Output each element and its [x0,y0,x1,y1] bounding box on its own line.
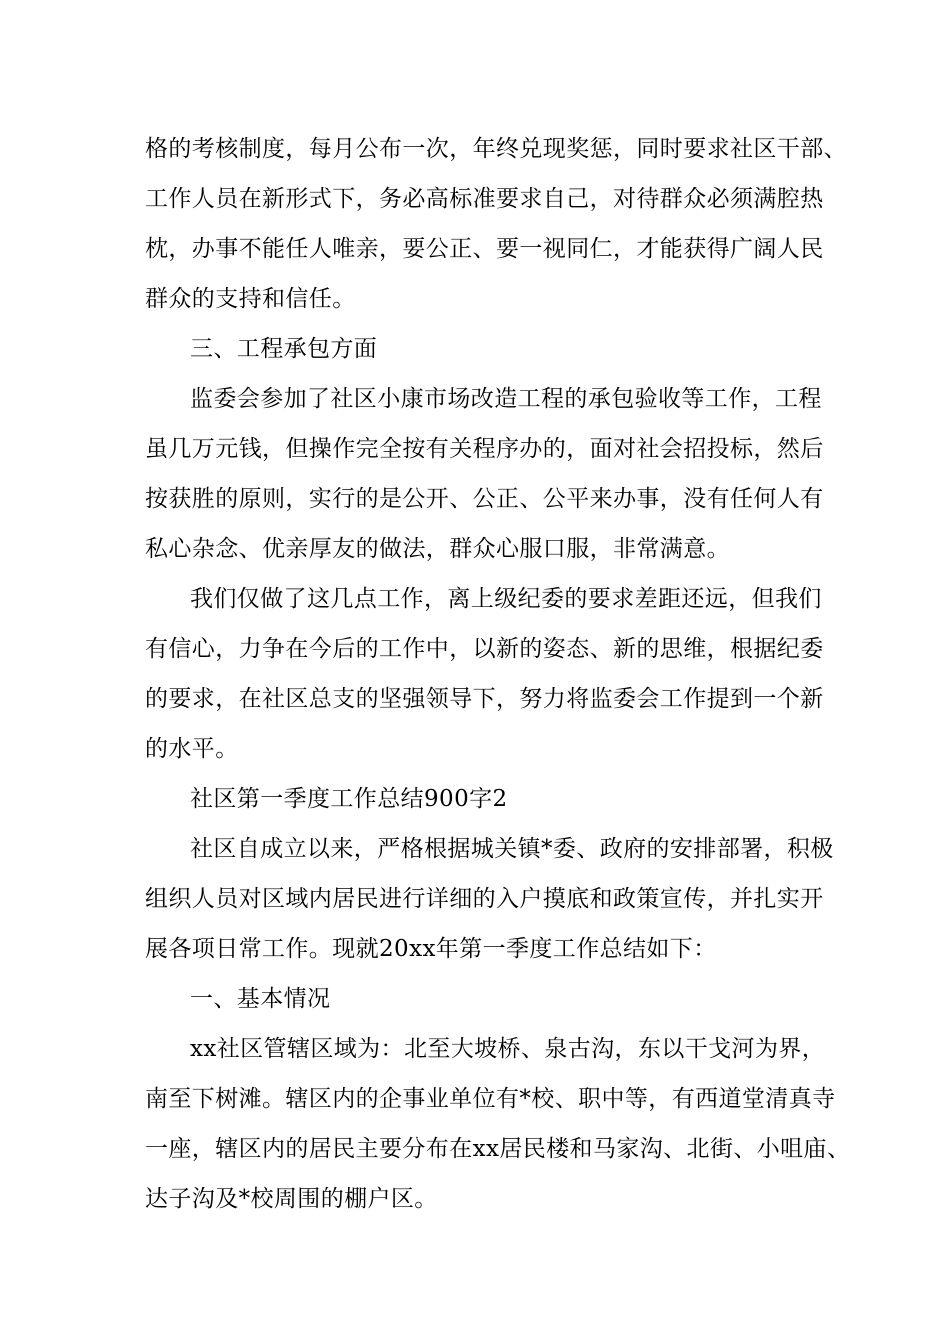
text-line-6: 监委会参加了社区小康市场改造工程的承包验收等工作，工程 [190,386,822,412]
section-heading-engineering: 三、工程承包方面 [190,336,378,362]
text-line-1: 格的考核制度，每月公布一次，年终兑现奖惩，同时要求社区干部、 [145,136,847,162]
text-line-17: 展各项日常工作。现就20xx年第一季度工作总结如下： [145,936,717,962]
text-line-4: 群众的支持和信任。 [145,286,356,312]
text-line-20: 南至下树滩。辖区内的企事业单位有*校、职中等，有西道堂清真寺 [145,1086,836,1112]
text-line-10: 我们仅做了这几点工作，离上级纪委的要求差距还远，但我们 [190,586,822,612]
document-title: 社区第一季度工作总结900字2 [190,786,508,812]
section-heading-basic-situation: 一、基本情况 [190,986,331,1012]
text-line-7: 虽几万元钱，但操作完全按有关程序办的，面对社会招投标，然后 [145,436,824,462]
text-line-22: 达子沟及*校周围的棚户区。 [145,1186,438,1212]
text-line-16: 组织人员对区域内居民进行详细的入户摸底和政策宣传，并扎实开 [145,886,824,912]
text-line-3: 枕，办事不能任人唯亲，要公正、要一视同仁，才能获得广阔人民 [145,236,824,262]
text-line-15: 社区自成立以来，严格根据城关镇*委、政府的安排部署，积极 [190,836,834,862]
text-line-8: 按获胜的原则，实行的是公开、公正、公平来办事，没有任何人有 [145,486,824,512]
text-line-12: 的要求，在社区总支的坚强领导下，努力将监委会工作提到一个新 [145,686,824,712]
text-line-9: 私心杂念、优亲厚友的做法，群众心服口服，非常满意。 [145,536,730,562]
text-line-21: 一座，辖区内的居民主要分布在xx居民楼和马家沟、北街、小咀庙、 [145,1136,851,1162]
text-line-2: 工作人员在新形式下，务必高标准要求自己，对待群众必须满腔热 [145,186,824,212]
text-line-13: 的水平。 [145,736,239,762]
text-line-19: xx社区管辖区域为：北至大坡桥、泉古沟，东以干戈河为界， [190,1036,826,1062]
text-line-11: 有信心，力争在今后的工作中，以新的姿态、新的思维，根据纪委 [145,636,824,662]
